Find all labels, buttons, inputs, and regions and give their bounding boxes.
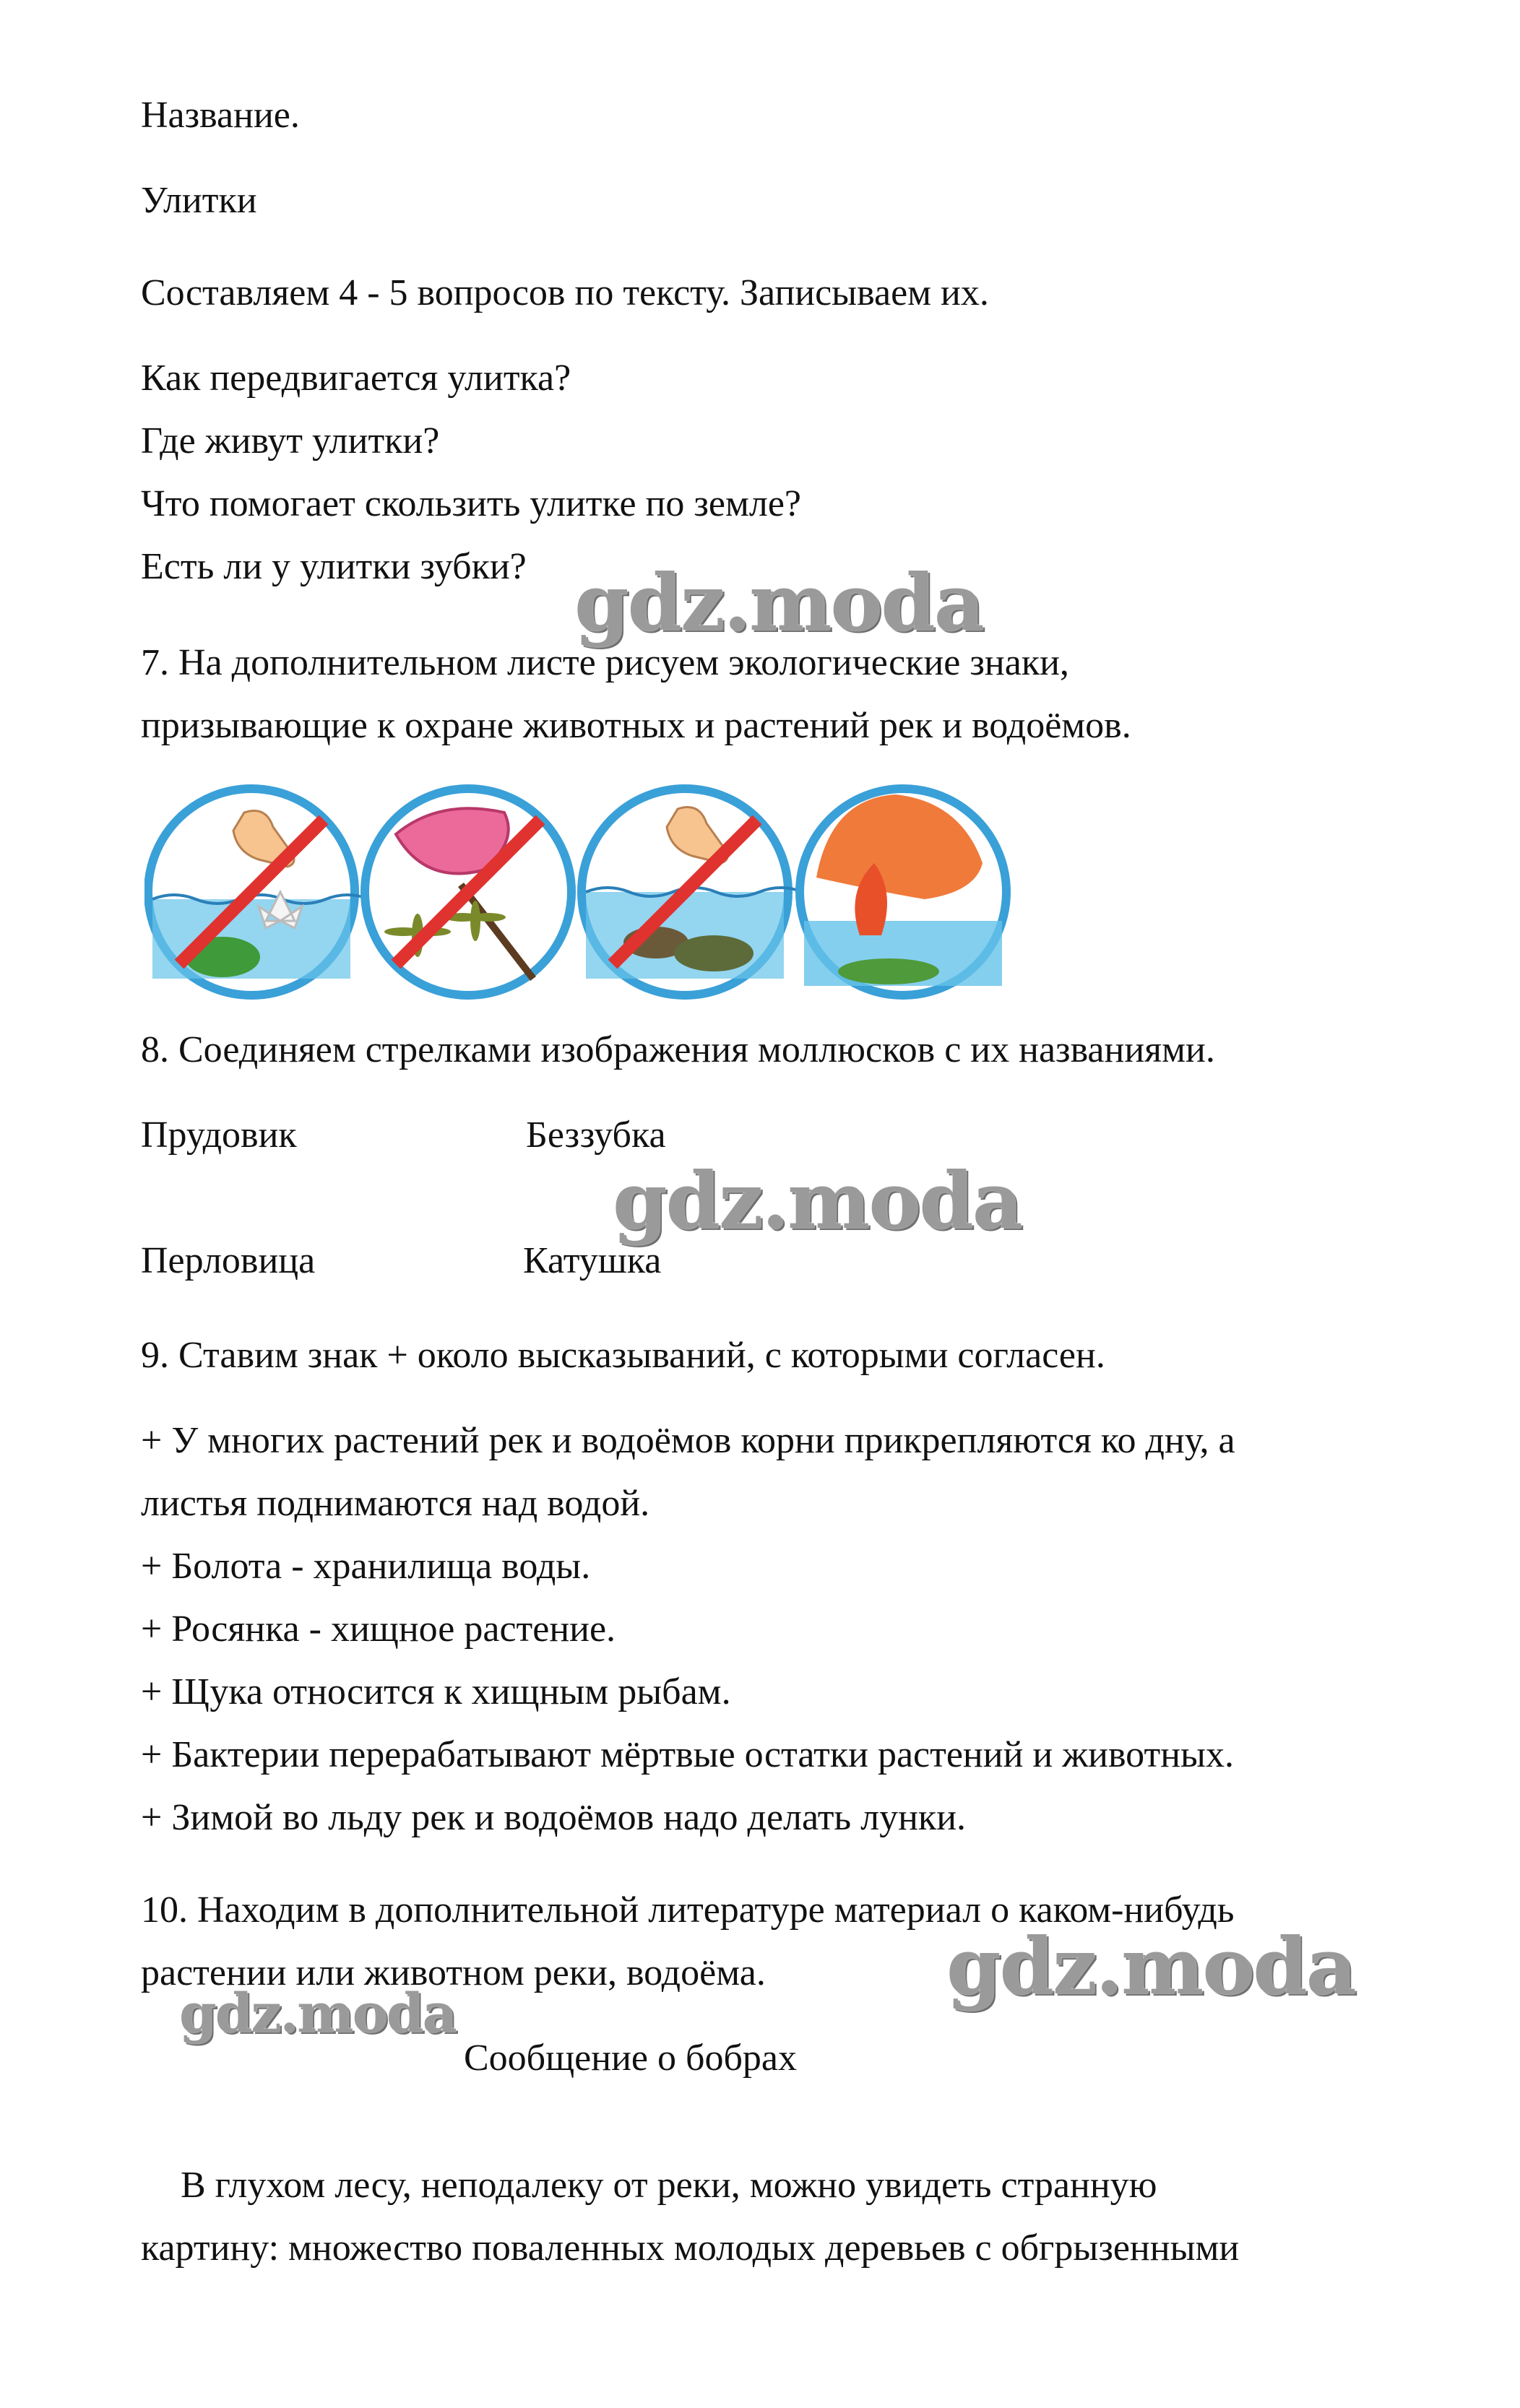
title-value: Улитки xyxy=(141,180,257,221)
no-catching-insects-with-net-sign xyxy=(365,789,571,995)
statement-2: + Болота - хранилища воды. xyxy=(141,1546,591,1587)
task8-text: 8. Соединяем стрелками изображения моллюсков с их названиями. xyxy=(141,1029,1215,1070)
watermark: gdz.moda xyxy=(946,1921,1355,2012)
statement-1: + У многих растений рек и водоёмов корни прикрепляются ко дну, а xyxy=(141,1420,1235,1461)
task10-line1: 10. Находим в дополнительной литературе материал о каком-нибудь xyxy=(141,1889,1235,1931)
report-text-line1: В глухом лесу, неподалеку от реки, можно увидеть странную xyxy=(181,2165,1157,2206)
forest-fire-sign xyxy=(800,789,1006,995)
question-4: Есть ли у улитки зубки? xyxy=(141,546,527,587)
watermark: gdz.moda xyxy=(613,1156,1022,1247)
no-picking-water-lily-sign xyxy=(148,789,369,995)
mollusc-name-bezzubka: Беззубка xyxy=(526,1114,666,1156)
statement-1-cont: листья поднимаются над водой. xyxy=(141,1483,650,1524)
task9-text: 9. Ставим знак + около высказываний, с которыми согласен. xyxy=(141,1335,1105,1376)
questions-task: Составляем 4 - 5 вопросов по тексту. Записываем их. xyxy=(141,272,989,313)
mollusc-name-prudovik: Прудовик xyxy=(141,1114,297,1156)
question-3: Что помогает скользить улитке по земле? xyxy=(141,483,802,524)
statement-4: + Щука относится к хищным рыбам. xyxy=(141,1671,731,1712)
no-catching-frogs-sign xyxy=(582,789,803,995)
mollusc-name-katushka: Катушка xyxy=(523,1240,662,1281)
statement-6: + Зимой во льду рек и водоёмов надо делать лунки. xyxy=(141,1797,967,1838)
question-2: Где живут улитки? xyxy=(141,420,440,462)
report-text-line2: картину: множество поваленных молодых деревьев с обгрызенными xyxy=(141,2227,1240,2269)
watermark-small: gdz.moda xyxy=(179,1983,456,2045)
eco-signs xyxy=(144,784,1019,1000)
statement-3: + Росянка - хищное растение. xyxy=(141,1608,616,1650)
statement-5: + Бактерии перерабатывают мёртвые остатки растений и животных. xyxy=(141,1734,1234,1775)
task7-line2: призывающие к охране животных и растений рек и водоёмов. xyxy=(141,705,1131,746)
mollusc-name-perlovica: Перловица xyxy=(141,1240,316,1281)
watermark: gdz.moda xyxy=(574,558,983,649)
task10-line2: растении или животном реки, водоёма. xyxy=(141,1952,766,1993)
task7-line1: 7. На дополнительном листе рисуем экологические знаки, xyxy=(141,642,1069,683)
report-title: Сообщение о бобрах xyxy=(464,2037,797,2079)
title-label: Название. xyxy=(141,95,300,136)
question-1: Как передвигается улитка? xyxy=(141,358,571,399)
